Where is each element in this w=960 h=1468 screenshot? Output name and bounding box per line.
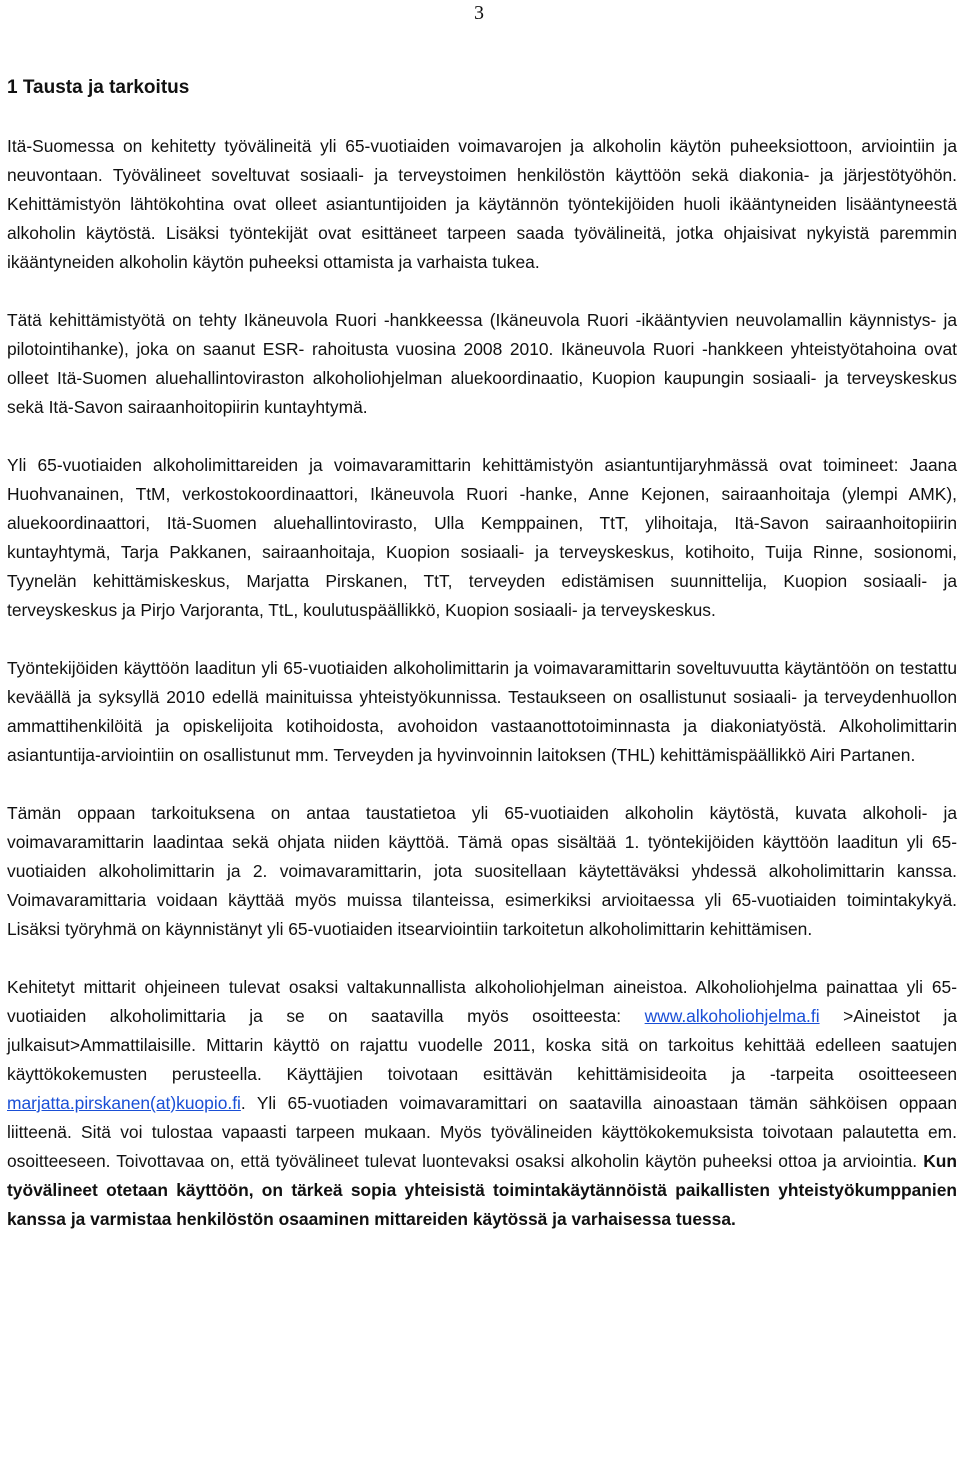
paragraph-testing: Työntekijöiden käyttöön laaditun yli 65-vuotiaiden alkoholimittarin ja voimavaramittarin soveltuvuutta käytäntöön on testattu keväällä ja syksyllä 2010 edellä mainituissa yhteistyökunnissa. Testaukseen on osallistunut sosiaali- ja terveydenhuollon ammattihenkilöitä ja opiskelijoita kotihoidosta, avohoidon vastaanottotoiminnasta ja diakoniatyöstä. Alkoholimittarin asiantuntija-arviointiin on osallistunut mm. Terveyden ja hyvinvoinnin laitoksen (THL) kehittämispäällikkö Airi Partanen. <box>7 658 957 765</box>
paragraph-project: Tätä kehittämistyötä on tehty Ikäneuvola Ruori -hankkeessa (Ikäneuvola Ruori -ikääntyvien neuvolamallin käynnistys- ja pilotointihanke), joka on saanut ESR- rahoitusta vuosina 2008 2010. Ikäneuvola Ruori -hankkeen yhteistyötahoina ovat olleet Itä-Suomen aluehallintoviraston alkoholiohjelman aluekoordinaatio, Kuopion kaupungin sosiaali- ja terveyskeskus sekä Itä-Savon sairaanhoitopiirin kuntayhtymä. <box>7 310 957 417</box>
paragraph-purpose: Tämän oppaan tarkoituksena on antaa taustatietoa yli 65-vuotiaiden alkoholin käytöstä, kuvata alkoholi- ja voimavaramittarin laadintaa sekä ohjata niiden käyttöä. Tämä opas sisältää 1. työntekijöiden käyttöön laaditun yli 65-vuotiaiden alkoholimittarin ja 2. voimavaramittarin, jota suositellaan käytettäväksi yhdessä alkoholimittarin kanssa. Voimavaramittaria voidaan käyttää myös muissa tilanteissa, esimerkiksi arvioitaessa yli 65-vuotiaiden toimintakykyä. Lisäksi työryhmä on käynnistänyt yli 65-vuotiaiden itsearviointiin tarkoitetun alkoholimittarin kehittämisen. <box>7 803 957 939</box>
paragraph-background: Itä-Suomessa on kehitetty työvälineitä yli 65-vuotiaiden voimavarojen ja alkoholin käytön puheeksiottoon, arviointiin ja neuvontaan. Työvälineet soveltuvat sosiaali- ja terveystoimen henkilöstön käyttöön sekä diakonia- ja järjestötyöhön. Kehittämistyön lähtökohtina ovat olleet asiantuntijoiden ja käytännön työntekijöiden huoli ikääntyneiden lisääntyneestä alkoholin käytöstä. Lisäksi työntekijät ovat esittäneet tarpeen saada työvälineitä, jotka ohjaisivat nykyistä paremmin ikääntyneiden alkoholin käytön puheeksi ottamista ja varhaista tukea. <box>7 136 957 272</box>
availability-text-1: Kehitetyt mittarit ohjeineen tulevat osaksi valtakunnallista alkoholiohjelman aineistoa. Alkoholiohjelma painattaa yli 65-vuotiaiden alkoholimittaria ja se on saatavilla myös osoitteesta: <box>7 977 957 1026</box>
email-link[interactable]: marjatta.pirskanen(at)kuopio.fi <box>7 1093 241 1113</box>
alkoholiohjelma-link[interactable]: www.alkoholiohjelma.fi <box>644 1006 820 1026</box>
section-heading: 1 Tausta ja tarkoitus <box>7 77 190 98</box>
document-body <box>7 74 957 1263</box>
availability-text-3: . Yli 65-vuotiaden voimavaramittari on saatavilla ainoastaan tämän sähköisen oppaan liitteenä. Sitä voi tulostaa vapaasti tarpeen mukaan. Myös työvälineiden käyttökokemuksista toivotaan palautetta em. osoitteeseen. Toivottavaa on, että työvälineet tulevat luontevaksi osaksi alkoholin käytön puheeksi ottoa ja arviointia. <box>7 1093 957 1171</box>
paragraph-availability <box>7 973 957 1234</box>
paragraph-expert-group: Yli 65-vuotiaiden alkoholimittareiden ja voimavaramittarin kehittämistyön asiantuntijaryhmässä ovat toimineet: Jaana Huohvanainen, TtM, verkostokoordinaattori, Ikäneuvola Ruori -hanke, Anne Kejonen, sairaanhoitaja (ylempi AMK), aluekoordinaattori, Itä-Suomen aluehallintovirasto, Ulla Kemppainen, TtT, ylihoitaja, Itä-Savon sairaanhoitopiirin kuntayhtymä, Tarja Pakkanen, sairaanhoitaja, Kuopion sosiaali- ja terveyskeskus, kotihoito, Tuija Rinne, sosionomi, Tyynelän kehittämiskeskus, Marjatta Pirskanen, TtT, terveyden edistämisen suunnittelija, Kuopion sosiaali- ja terveyskeskus ja Pirjo Varjoranta, TtL, koulutuspäällikkö, Kuopion sosiaali- ja terveyskeskus. <box>7 455 957 620</box>
availability-text-2: >Aineistot ja julkaisut>Ammattilaisille. Mittarin käyttö on rajattu vuodelle 2011, koska sitä on tarkoitus kehittää edelleen saatujen käyttökokemusten perusteella. Käyttäjien toivotaan esittävän kehittämisideoita ja -tarpeita osoitteeseen <box>7 1006 957 1084</box>
availability-bold-text: Kun työvälineet otetaan käyttöön, on tärkeä sopia yhteisistä toimintakäytännöistä paikallisten yhteistyökumppanien kanssa ja varmistaa henkilöstön osaaminen mittareiden käytössä ja varhaisessa tuessa. <box>7 1151 957 1229</box>
page-number: 3 <box>474 2 484 24</box>
